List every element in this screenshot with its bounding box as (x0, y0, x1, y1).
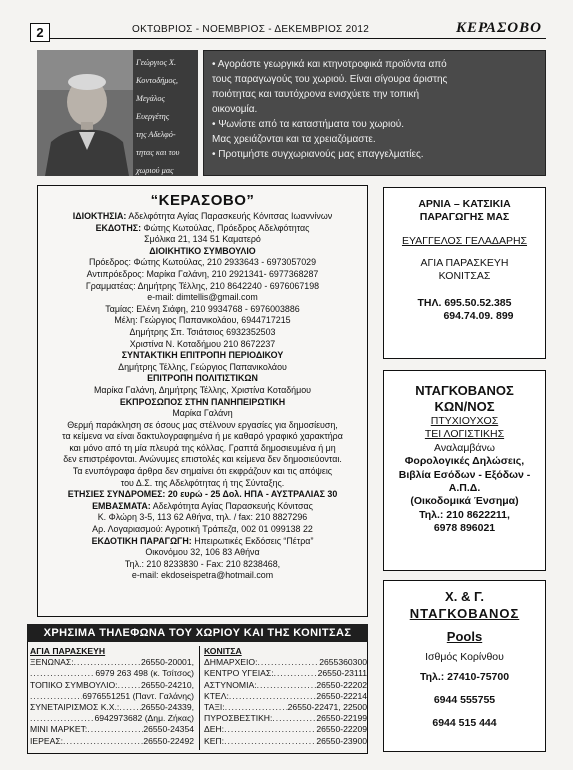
label: ΕΜΒΑΣΜΑΤΑ: (92, 500, 151, 511)
phone-row (30, 668, 194, 679)
appeal-line: • Αγοράστε γεωργικά και κτηνοτροφικά προϊόντα από (212, 59, 447, 70)
ad-subtitle: ΤΕΙ ΛΟΓΙΣΤΙΚΗΣ (424, 428, 505, 441)
section-heading: ΕΠΙΤΡΟΠΗ ΠΟΛΙΤΙΣΤΙΚΩΝ (147, 373, 258, 384)
appeal-line: Μας χρειάζονται και τα χρειαζόμαστε. (212, 134, 376, 145)
phones-left-column (30, 646, 194, 747)
ad-phone: 6978 896021 (433, 522, 496, 535)
phone-number: 2655360300 (319, 657, 367, 668)
caption-line: της Αδελφό- (136, 130, 176, 139)
phone-row (30, 736, 194, 747)
phone-row (30, 657, 194, 668)
phone-number: 26550-20001, (140, 657, 194, 668)
column-heading: ΑΓΙΑ ΠΑΡΑΣΚΕΥΗ (30, 646, 106, 656)
ad-text: Αναλαμβάνω (434, 441, 495, 454)
imprint-line: Δημήτρης Σπ. Τσιάτσιος 6932352503 (129, 326, 276, 337)
imprint-line (38, 501, 367, 513)
imprint-line: Οικονόμου 32, 106 83 Αθήνα (145, 547, 260, 558)
phone-row (30, 691, 194, 702)
label: ΙΔΙΟΚΤΗΣΙΑ: (72, 211, 127, 221)
phone-label: ΚΕΝΤΡΟ ΥΓΕΙΑΣ: (204, 668, 274, 679)
appeal-line: οικονομία. (212, 104, 258, 115)
section-heading: ΣΥΝΤΑΚΤΙΚΗ ΕΠΙΤΡΟΠΗ ΠΕΡΙΟΔΙΚΟΥ (121, 350, 284, 361)
imprint-line: Μαρίκα Γαλάνη (172, 408, 233, 419)
phone-number: 6976551251 (Παντ. Γαλάνης) (82, 690, 194, 701)
phone-row (204, 713, 367, 724)
caption-line: Κοντοδήμος, (136, 76, 178, 85)
phone-label: ΜΙΝΙ ΜΑΡΚΕΤ: (30, 724, 88, 735)
phone-label: ΔΕΗ: (204, 724, 225, 735)
phone-number: 26550-24339, (140, 702, 194, 713)
imprint-line: Σμόλικα 21, 134 51 Καματερό (144, 234, 261, 245)
phone-row (30, 702, 194, 713)
portrait-photo (37, 50, 133, 176)
appeal-box (203, 50, 546, 176)
ad-heading: ΚΩΝ/ΝΟΣ (434, 399, 495, 414)
ad-heading: Χ. & Γ. (445, 589, 484, 604)
phone-row (204, 724, 367, 735)
phone-row (204, 680, 367, 691)
ad-text: Α.Π.Δ. (448, 482, 481, 495)
value: Φώτης Κωτούλας, Πρόεδρος Αδελφότητας (141, 222, 310, 233)
ad-pools (383, 580, 546, 752)
phones-right-column (204, 646, 367, 747)
column-heading: ΚΟΝΙΤΣΑ (204, 646, 242, 656)
ad-heading: ΝΤΑΓΚΟΒΑΝΟΣ (409, 606, 520, 621)
imprint-line: Αντιπρόεδρος: Μαρίκα Γαλάνη, 210 2921341- 6977368287 (86, 268, 319, 279)
page-number: 2 (30, 23, 50, 42)
caption-line: Μεγάλος (136, 94, 165, 103)
phone-label: ΤΑΞΙ: (204, 702, 225, 713)
ad-heading: ΠΑΡΑΓΩΓΗΣ ΜΑΣ (419, 211, 510, 223)
label: ΕΚΔΟΤΙΚΗ ΠΑΡΑΓΩΓΗ: (91, 535, 192, 546)
phone-number: 26550-22209 (316, 724, 367, 735)
ad-text: Βιβλία Εσόδων - Εξόδων - (398, 468, 531, 481)
ad-text: (Οικοδομικά Ένσημα) (410, 495, 519, 508)
ad-heading: ΑΡΝΙΑ – ΚΑΤΣΙΚΙΑ (418, 198, 511, 210)
header-rule (50, 38, 546, 39)
value: Ηπειρωτικές Εκδόσεις “Πέτρα” (191, 535, 314, 546)
phone-row (204, 691, 367, 702)
imprint-line: Δημήτρης Τέλλης, Γεώργιος Παπανικολάου (118, 361, 287, 372)
caption-line: Γεώργιος Χ. (136, 58, 177, 67)
caption-line: Ευεργέτης (136, 112, 170, 121)
imprint-title: “ΚΕΡΑΣΟΒΟ” (150, 192, 255, 209)
phone-number: 26550-22471, 22500 (287, 702, 367, 713)
phone-number: 26550-22492 (143, 735, 194, 746)
notice-line: και μόνο από τη μία πλευρά της κόλλας. Γραπτά δημοσιευμένα ή μη (69, 442, 336, 453)
label: ΕΚΔΟΤΗΣ: (95, 222, 142, 233)
ad-location: ΚΟΝΙΤΣΑΣ (438, 270, 491, 282)
notice-line: του Δ.Σ. της Αδελφότητας ή της Σύνταξης. (120, 477, 285, 488)
imprint-line: Γραμματέας: Δημήτρης Τέλλης, 210 8642240 - 6976067198 (85, 280, 320, 291)
phone-row (204, 657, 367, 668)
ad-name: ΕΥΑΓΓΕΛΟΣ ΓΕΛΑΔΑΡΗΣ (401, 235, 528, 247)
appeal-line: ποιότητας και ταυτόχρονα ενισχύετε την τοπική (212, 89, 420, 100)
notice-line: τα κείμενα να είναι δακτυλογραφημένα ή με καθαρό γραφικό χαρακτήρα (62, 431, 343, 442)
phone-label: ΞΕΝΩΝΑΣ: (30, 657, 74, 668)
phone-label: ΑΣΤΥΝΟΜΙΑ: (204, 679, 257, 690)
ad-phone: 6944 555755 (433, 694, 496, 706)
phone-label: ΚΤΕΛ: (204, 690, 229, 701)
phone-row (204, 668, 367, 679)
phone-number: 6942973682 (Δημ. Ζήκας) (94, 713, 194, 724)
phone-label: ΣΥΝΕΤΑΙΡΙΣΜΟΣ Κ.Χ.: (30, 702, 120, 713)
ad-heading: ΝΤΑΓΚΟΒΑΝΟΣ (415, 383, 514, 398)
ad-brand: Pools (446, 629, 483, 644)
imprint-line: Αρ. Λογαριασμού: Αγροτική Τράπεζα, 002 01 099138 22 (92, 524, 313, 535)
imprint-line: Μαρίκα Γαλάνη, Δημήτρης Τέλλης, Χριστίνα Κοταδήμου (94, 384, 311, 395)
ad-phone: Τηλ.: 27410-75700 (419, 671, 510, 683)
imprint-line: Τηλ.: 210 8233830 - Fax: 210 8238468, (124, 558, 281, 569)
imprint-line: Πρόεδρος: Φώτης Κωτούλας, 210 2933643 - 6973057029 (88, 257, 317, 268)
phone-row (30, 680, 194, 691)
phone-label: ΠΥΡΟΣΒΕΣΤΙΚΗ: (204, 713, 273, 724)
phone-label: ΙΕΡΕΑΣ: (30, 735, 64, 746)
section-heading: ΔΙΟΙΚΗΤΙΚΟ ΣΥΜΒΟΥΛΙΟ (149, 245, 256, 256)
issue-date: ΟΚΤΩΒΡΙΟΣ - ΝΟΕΜΒΡΙΟΣ - ΔΕΚΕΜΒΡΙΟΣ 2012 (132, 24, 370, 35)
phone-label: ΤΟΠΙΚΟ ΣΥΜΒΟΥΛΙΟ: (30, 679, 118, 690)
ad-location: Ισθμός Κορίνθου (425, 651, 504, 663)
imprint-line: Χριστίνα Ν. Κοταδήμου 210 8672237 (129, 338, 276, 349)
column-divider (199, 646, 200, 750)
masthead: ΚΕΡΑΣΟΒΟ (456, 20, 542, 36)
imprint-line: Κ. Φλώρη 3-5, 113 62 Αθήνα, τηλ. / fax: 210 8827296 (97, 512, 308, 523)
appeal-line: • Προτιμήστε συγχωριανούς μας επαγγελματίες. (212, 149, 424, 160)
email-line: e-mail: dimtellis@gmail.com (147, 292, 258, 303)
imprint-line (38, 536, 367, 548)
label: ΕΤΗΣΙΕΣ ΣΥΝΔΡΟΜΕΣ: (67, 489, 166, 500)
phone-number: 26550-22214 (316, 690, 367, 701)
ad-lambs-goats (383, 187, 546, 359)
phone-label: ΚΕΠ: (204, 735, 225, 746)
ad-phone: 694.74.09. 899 (443, 310, 514, 322)
section-heading: ΕΚΠΡΟΣΩΠΟΣ ΣΤΗΝ ΠΑΝΗΠΕΙΡΩΤΙΚΗ (119, 396, 286, 407)
imprint-line (38, 489, 367, 501)
caption-line: χωριού μας (136, 166, 174, 175)
phone-number: 26550-23111 (317, 668, 367, 679)
notice-line: δεν επιστρέφονται. Ανώνυμες επιστολές και κείμενα δεν δημοσιεύονται. (63, 454, 342, 465)
ad-phone: ΤΗΛ. 695.50.52.385 (417, 297, 512, 309)
portrait-image (37, 50, 133, 176)
ad-accountant (383, 370, 546, 571)
imprint-line: Μέλη: Γεώργιος Παπανικολάου, 6944717215 (114, 315, 291, 326)
phone-row (30, 724, 194, 735)
appeal-line: τους παραγωγούς του χωριού. Είναι σίγουρα άριστης (212, 74, 448, 85)
imprint-box (37, 185, 368, 617)
phone-number: 26550-23900 (316, 735, 367, 746)
value: Αδελφότητα Αγίας Παρασκευής Κόνιτσας (150, 500, 313, 511)
email-line: e-mail: ekdoseispetra@hotmail.com (131, 570, 274, 581)
ad-text: Φορολογικές Δηλώσεις, (404, 455, 525, 468)
value: 20 ευρώ - 25 Δολ. ΗΠΑ - ΑΥΣΤΡΑΛΙΑΣ 30 (165, 489, 338, 500)
phone-number: 26550-22199 (316, 713, 367, 724)
phone-row (30, 713, 194, 724)
caption-line: τητας και του (136, 148, 180, 157)
phone-number: 26550-24354 (143, 724, 194, 735)
ad-phone: 6944 515 444 (432, 717, 497, 729)
ad-phone: Τηλ.: 210 8622211, (419, 508, 510, 521)
photo-caption (133, 50, 198, 176)
phone-row (204, 736, 367, 747)
phone-number: 26550-24210, (140, 679, 194, 690)
phone-number: 26550-22202 (316, 679, 367, 690)
phone-label: ΔΗΜΑΡΧΕΙΟ: (204, 657, 258, 668)
ad-location: ΑΓΙΑ ΠΑΡΑΣΚΕΥΗ (420, 257, 509, 269)
imprint-line (38, 223, 367, 235)
notice-line: Θερμή παράκληση σε όσους μας στέλνουν εργασίες για δημοσίευση, (67, 419, 338, 430)
phone-row (204, 702, 367, 713)
phones-title: ΧΡΗΣΙΜΑ ΤΗΛΕΦΩΝΑ ΤΟΥ ΧΩΡΙΟΥ ΚΑΙ ΤΗΣ ΚΟΝΙΤΣΑΣ (27, 624, 368, 642)
phone-number: 6979 263 498 (κ. Τσίτσος) (95, 668, 194, 679)
appeal-line: • Ψωνίστε από τα καταστήματα του χωριού. (212, 119, 404, 130)
notice-line: Τα ενυπόγραφα άρθρα δεν σημαίνει ότι εκφράζουν και τις απόψεις (72, 466, 333, 477)
ad-subtitle: ΠΤΥΧΙΟΥΧΟΣ (430, 415, 499, 427)
imprint-line: Ταμίας: Ελένη Σιάφη, 210 9934768 - 6976003886 (105, 303, 300, 314)
value: Αδελφότητα Αγίας Παρασκευής Κόνιτσας Ιωαννίνων (126, 211, 333, 221)
imprint-line (38, 211, 367, 223)
